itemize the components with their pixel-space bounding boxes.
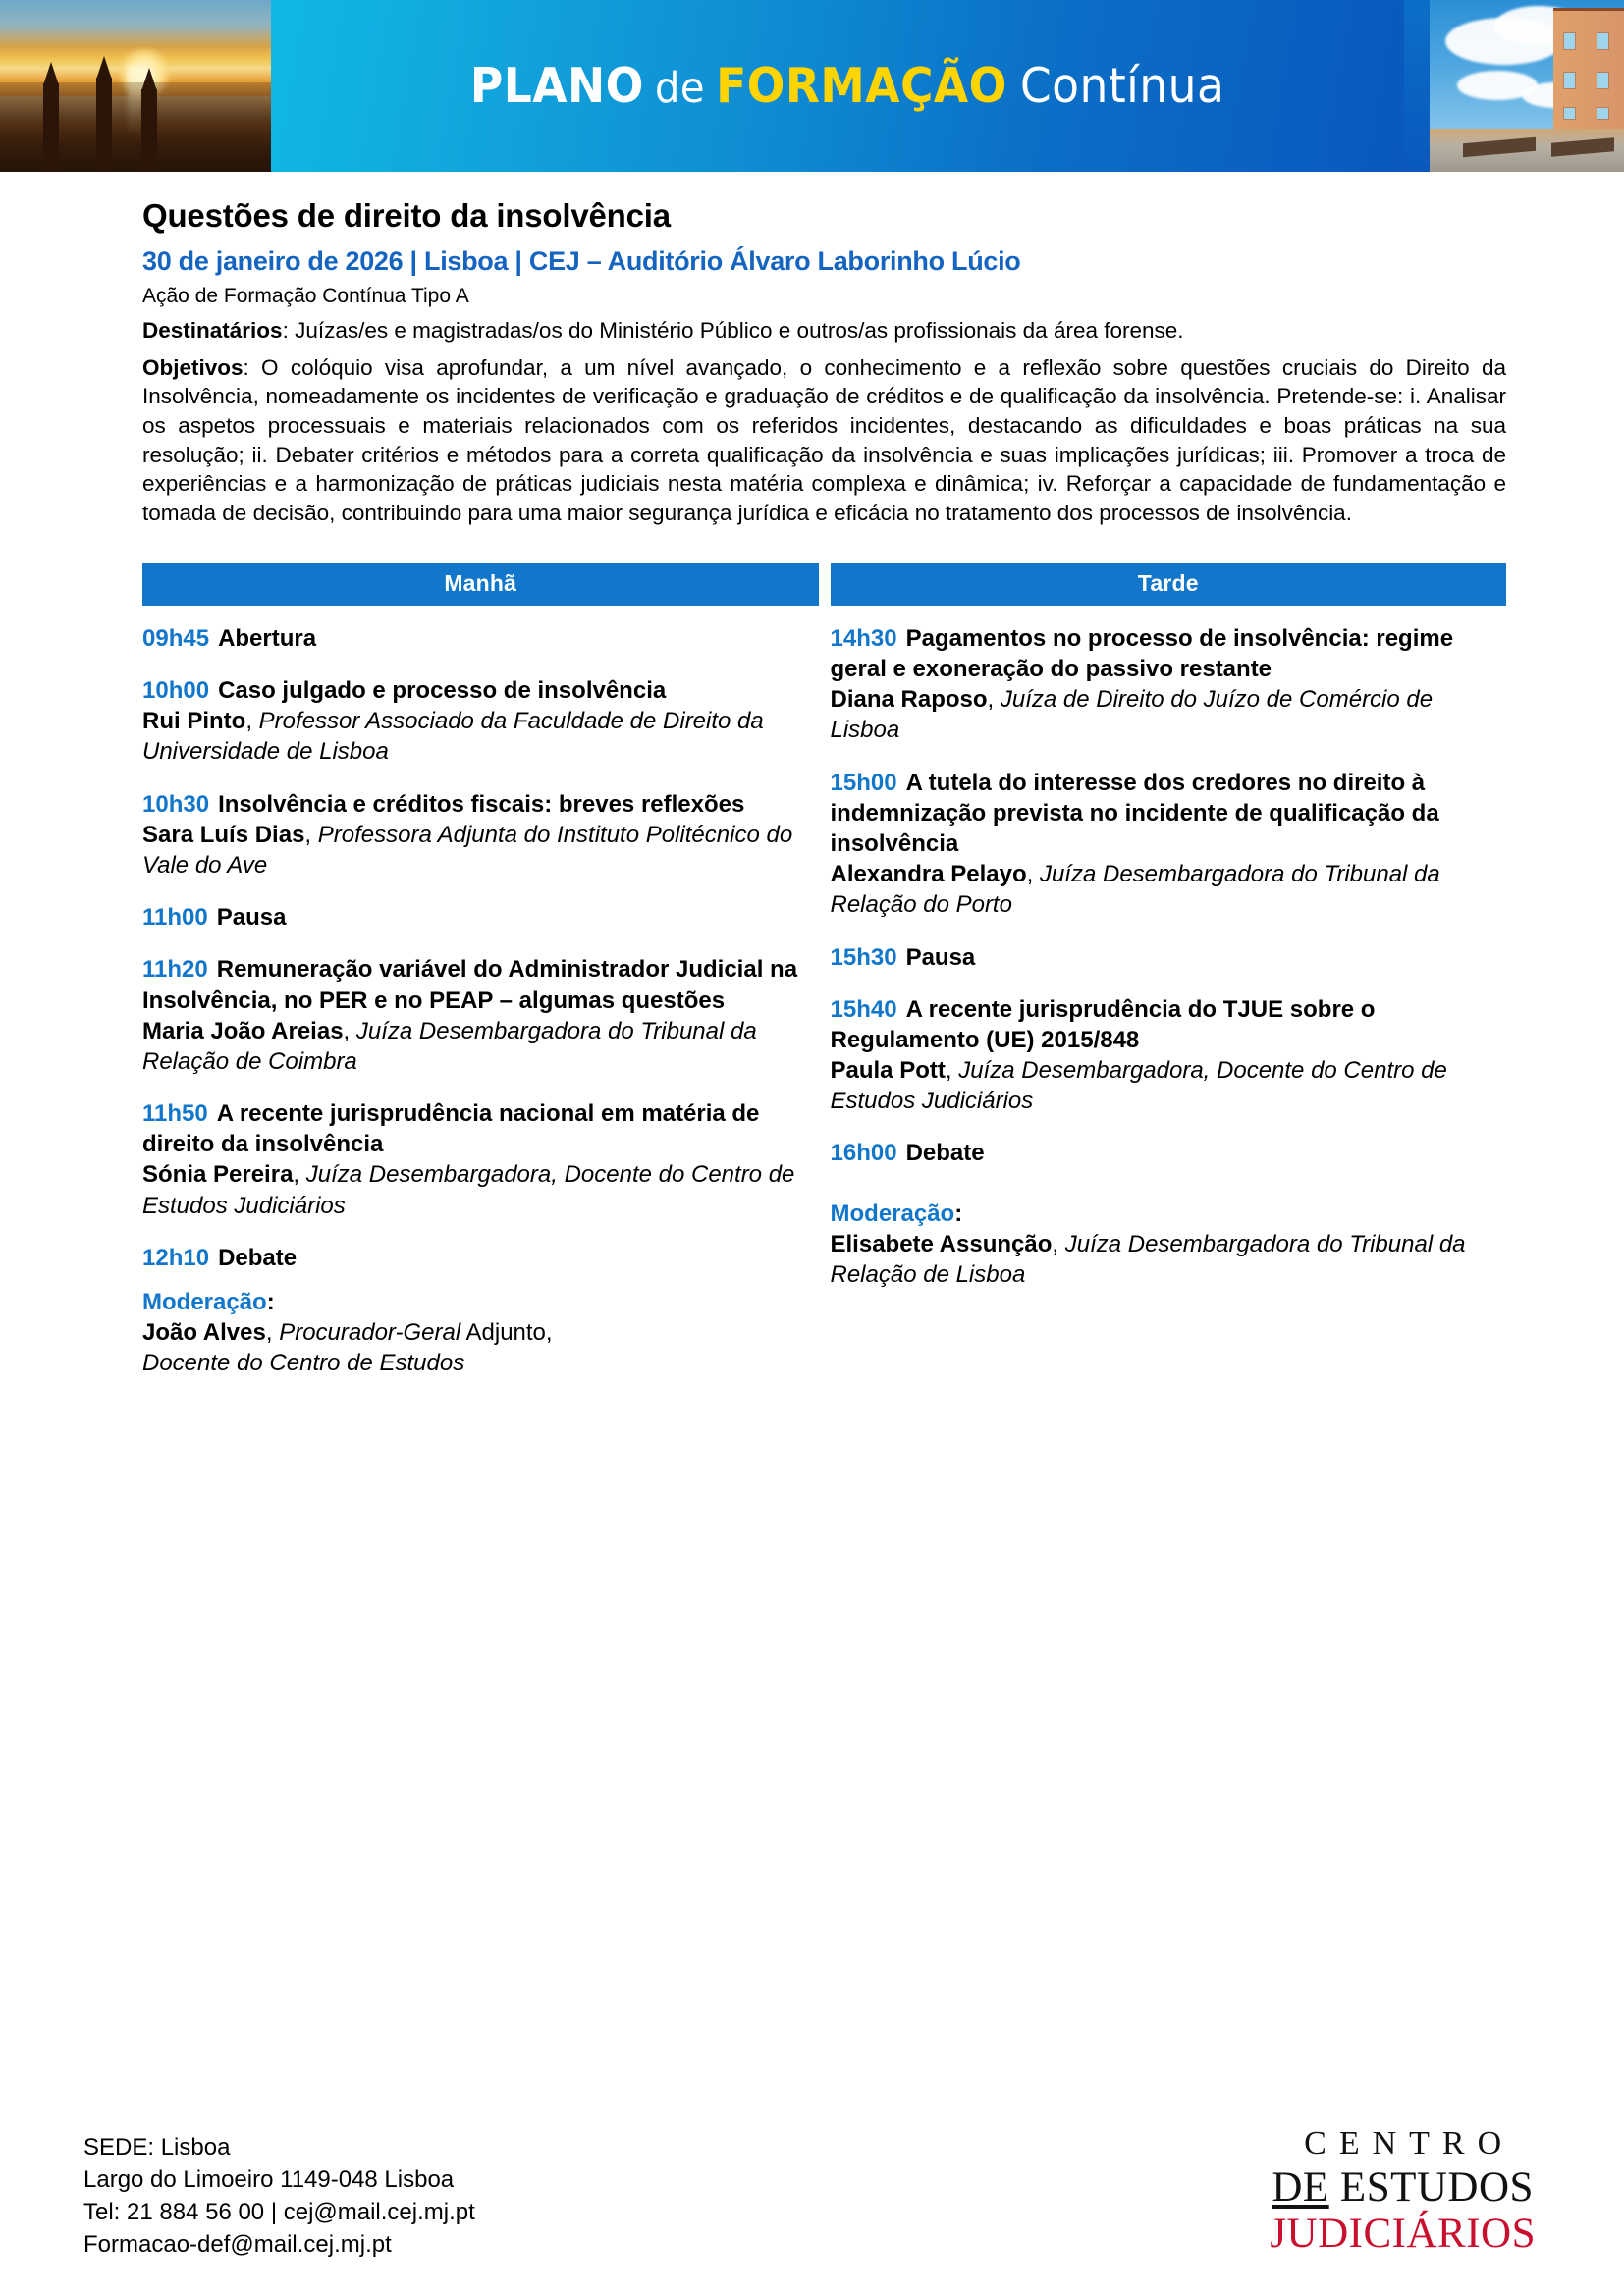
destinatarios-paragraph bbox=[142, 316, 1506, 346]
building-window bbox=[1563, 32, 1576, 50]
moderation-label: Moderação bbox=[142, 1289, 267, 1315]
footer-address-line3: Tel: 21 884 56 00 | cej@mail.cej.mj.pt bbox=[83, 2198, 475, 2225]
moderation-block-morning bbox=[142, 1287, 819, 1379]
session-topic: Caso julgado e processo de insolvência bbox=[218, 677, 667, 704]
session-item bbox=[831, 768, 1507, 921]
destinatarios-text: : Juízas/es e magistradas/os do Ministério Público e outros/as profissionais da área forense. bbox=[282, 318, 1184, 343]
objetivos-label: Objetivos bbox=[142, 354, 244, 380]
footer-address-line4: Formacao-def@mail.cej.mj.pt bbox=[83, 2230, 392, 2258]
session-topic: A recente jurisprudência nacional em matéria de direito da insolvência bbox=[142, 1100, 760, 1158]
session-time: 15h00 bbox=[830, 769, 897, 796]
column-header-afternoon: Tarde bbox=[831, 563, 1507, 606]
footer-address-line1: SEDE: Lisboa bbox=[83, 2133, 231, 2161]
banner-title-formacao: FORMAÇÃO bbox=[715, 58, 1007, 114]
building-window bbox=[1597, 72, 1609, 89]
session-item bbox=[142, 902, 819, 933]
banner-title-area bbox=[271, 0, 1404, 172]
session-time: 11h20 bbox=[142, 956, 208, 984]
session-topic: Remuneração variável do Administrador Judicial na Insolvência, no PER e no PEAP – algumas questões bbox=[142, 956, 798, 1014]
banner-photo-building bbox=[1404, 0, 1624, 172]
banner-title bbox=[470, 58, 1224, 114]
session-topic: Debate bbox=[905, 1140, 985, 1167]
session-speaker-role: Professora Adjunta do Instituto Politécnico do Vale do Ave bbox=[142, 821, 793, 879]
session-item bbox=[142, 954, 819, 1077]
session-speaker-role: Juíza Desembargadora, Docente do Centro de Estudos Judiciários bbox=[830, 1057, 1447, 1115]
session-topic: Abertura bbox=[218, 624, 317, 652]
session-item bbox=[142, 789, 819, 881]
session-time: 12h10 bbox=[142, 1244, 210, 1271]
session-item bbox=[831, 1138, 1507, 1168]
session-speaker-line: Maria João Areias, Juíza Desembargadora do Tribunal da Relação de Coimbra bbox=[142, 1017, 757, 1075]
footer-address bbox=[83, 2131, 475, 2261]
session-topic: Pausa bbox=[905, 943, 976, 971]
session-item bbox=[831, 623, 1507, 746]
building-window bbox=[1563, 107, 1576, 120]
railing-spike bbox=[43, 83, 59, 172]
session-speaker-line: Paula Pott, Juíza Desembargadora, Docente do Centro de Estudos Judiciários bbox=[830, 1057, 1447, 1115]
banner-title-continua: Contínua bbox=[1019, 58, 1225, 114]
session-line bbox=[142, 954, 819, 1015]
footer-address-line2: Largo do Limoeiro 1149-048 Lisboa bbox=[83, 2165, 455, 2193]
session-time: 16h00 bbox=[830, 1140, 897, 1167]
session-speaker-role: Juíza Desembargadora do Tribunal da Relação de Coimbra bbox=[142, 1017, 757, 1075]
moderation-label-line bbox=[142, 1287, 819, 1317]
column-header-morning: Manhã bbox=[142, 563, 819, 606]
session-time: 10h00 bbox=[142, 677, 210, 704]
banner-blue-strip bbox=[1404, 0, 1430, 172]
session-speaker: Paula Pott bbox=[830, 1057, 946, 1085]
logo-line-centro: CENTRO bbox=[1304, 2125, 1515, 2162]
session-line bbox=[831, 623, 1507, 684]
session-time: 10h30 bbox=[142, 790, 210, 818]
session-topic: Debate bbox=[218, 1244, 298, 1271]
session-time: 15h40 bbox=[830, 995, 897, 1023]
session-line bbox=[142, 623, 819, 654]
moderator-role-italic: Procurador-Geral bbox=[279, 1319, 461, 1347]
session-line bbox=[142, 1243, 819, 1273]
page-body bbox=[0, 197, 1624, 1401]
logo-de: DE bbox=[1272, 2164, 1329, 2211]
programme-columns bbox=[142, 563, 1506, 1401]
session-item bbox=[831, 942, 1507, 973]
session-time: 11h50 bbox=[142, 1100, 208, 1128]
session-line bbox=[831, 942, 1507, 973]
banner-photo-sunset bbox=[0, 0, 271, 172]
session-topic: A recente jurisprudência do TJUE sobre o Regulamento (UE) 2015/848 bbox=[830, 995, 1376, 1053]
session-item bbox=[831, 994, 1507, 1117]
railing-foreground bbox=[0, 82, 271, 172]
moderation-colon: : bbox=[954, 1200, 963, 1227]
session-speaker-role: Juíza Desembargadora do Tribunal da Relação do Porto bbox=[830, 861, 1440, 919]
building-window bbox=[1597, 107, 1609, 120]
course-type: Ação de Formação Contínua Tipo A bbox=[142, 285, 469, 307]
session-speaker: Alexandra Pelayo bbox=[830, 861, 1027, 888]
session-time: 14h30 bbox=[830, 624, 897, 652]
session-speaker: Diana Raposo bbox=[830, 686, 988, 714]
moderator-role-plain: Adjunto, bbox=[460, 1319, 553, 1347]
session-line bbox=[831, 994, 1507, 1055]
logo-line-judiciarios: JUDICIÁRIOS bbox=[1270, 2211, 1536, 2257]
destinatarios-label: Destinatários bbox=[142, 318, 283, 343]
session-speaker: Sara Luís Dias bbox=[142, 821, 305, 848]
session-speaker-line: Diana Raposo, Juíza de Direito do Juízo de Comércio de Lisboa bbox=[830, 686, 1434, 744]
railing-spike bbox=[141, 89, 157, 172]
objetivos-paragraph bbox=[142, 353, 1506, 528]
session-speaker-line: Alexandra Pelayo, Juíza Desembargadora do Tribunal da Relação do Porto bbox=[830, 861, 1440, 919]
session-topic: A tutela do interesse dos credores no direito à indemnização prevista no incidente de qualificação da insolvência bbox=[830, 769, 1439, 857]
session-line bbox=[142, 902, 819, 933]
moderator-line: João Alves, Procurador-Geral Adjunto, bbox=[142, 1319, 553, 1347]
session-time: 09h45 bbox=[142, 624, 210, 652]
moderation-block-afternoon bbox=[831, 1199, 1507, 1291]
moderation-label-line bbox=[831, 1199, 1507, 1229]
cej-logo bbox=[1270, 2127, 1536, 2261]
session-time: 11h00 bbox=[142, 904, 208, 932]
session-speaker-role: Juíza Desembargadora, Docente do Centro de Estudos Judiciários bbox=[142, 1161, 795, 1219]
moderator-name: Elisabete Assunção bbox=[830, 1230, 1053, 1257]
session-speaker-role: Professor Associado da Faculdade de Direito da Universidade de Lisboa bbox=[142, 708, 764, 766]
building-window bbox=[1597, 32, 1609, 50]
moderator-line: Elisabete Assunção, Juíza Desembargadora do Tribunal da Relação de Lisboa bbox=[830, 1230, 1466, 1288]
moderator-role: Juíza Desembargadora do Tribunal da Relação de Lisboa bbox=[830, 1230, 1466, 1288]
session-item bbox=[142, 675, 819, 768]
session-item bbox=[142, 1098, 819, 1221]
afternoon-session-list bbox=[831, 623, 1507, 1290]
session-item bbox=[142, 1243, 819, 1273]
programme-column-morning bbox=[142, 563, 819, 1401]
session-speaker: Maria João Areias bbox=[142, 1017, 344, 1044]
moderation-colon: : bbox=[266, 1289, 275, 1315]
session-line bbox=[831, 1138, 1507, 1168]
session-line bbox=[142, 789, 819, 820]
session-topic: Pagamentos no processo de insolvência: regime geral e exoneração do passivo restante bbox=[830, 624, 1454, 682]
logo-line-de-estudos bbox=[1270, 2166, 1536, 2209]
session-speaker: Sónia Pereira bbox=[142, 1161, 294, 1189]
session-speaker-role: Juíza de Direito do Juízo de Comércio de Lisboa bbox=[830, 686, 1434, 744]
session-speaker: Rui Pinto bbox=[142, 708, 246, 735]
building-shape bbox=[1553, 8, 1624, 134]
moderator-name: João Alves bbox=[142, 1319, 266, 1347]
session-line bbox=[142, 675, 819, 706]
morning-session-list bbox=[142, 623, 819, 1379]
session-speaker-line: Sara Luís Dias, Professora Adjunta do Instituto Politécnico do Vale do Ave bbox=[142, 821, 793, 879]
page-banner bbox=[0, 0, 1624, 172]
page-title: Questões de direito da insolvência bbox=[142, 197, 671, 234]
moderator-role-line2: Docente do Centro de Estudos bbox=[142, 1350, 465, 1377]
session-item bbox=[142, 623, 819, 654]
session-line bbox=[142, 1098, 819, 1159]
railing-spike bbox=[96, 78, 112, 172]
session-speaker-line: Rui Pinto, Professor Associado da Faculdade de Direito da Universidade de Lisboa bbox=[142, 708, 764, 766]
event-date-location: 30 de janeiro de 2026 | Lisboa | CEJ – Auditório Álvaro Laborinho Lúcio bbox=[142, 246, 1021, 276]
page-footer bbox=[0, 2060, 1624, 2296]
logo-estudos: ESTUDOS bbox=[1339, 2164, 1534, 2211]
banner-title-plano: PLANO bbox=[469, 58, 644, 114]
session-line bbox=[831, 768, 1507, 860]
session-speaker-line: Sónia Pereira, Juíza Desembargadora, Docente do Centro de Estudos Judiciários bbox=[142, 1161, 795, 1219]
session-topic: Pausa bbox=[216, 904, 287, 932]
session-topic: Insolvência e créditos fiscais: breves reflexões bbox=[218, 790, 745, 818]
building-window bbox=[1563, 72, 1576, 89]
session-time: 15h30 bbox=[830, 943, 897, 971]
programme-column-afternoon bbox=[831, 563, 1507, 1311]
objetivos-text: : O colóquio visa aprofundar, a um nível avançado, o conhecimento e a reflexão sobre questões cruciais do Direito da Insolvência, nomeadamente os incidentes de verificação e graduação de créditos e de qualificação da insolvência. Pretende-se: i. Analisar os aspetos processuais e materiais relacionados com os referidos incidentes, destacando as dificuldades e boas práticas na sua resolução; ii. Debater critérios e métodos para a correta qualificação da insolvência e suas implicações jurídicas; iii. Promover a troca de experiências e a harmonização de práticas judiciais nesta matéria complexa e dinâmica; iv. Reforçar a capacidade de fundamentação e tomada de decisão, contribuindo para uma maior segurança jurídica e eficácia no tratamento dos processos de insolvência. bbox=[142, 354, 1506, 526]
moderation-label: Moderação bbox=[830, 1200, 955, 1227]
banner-title-de: de bbox=[654, 64, 705, 113]
